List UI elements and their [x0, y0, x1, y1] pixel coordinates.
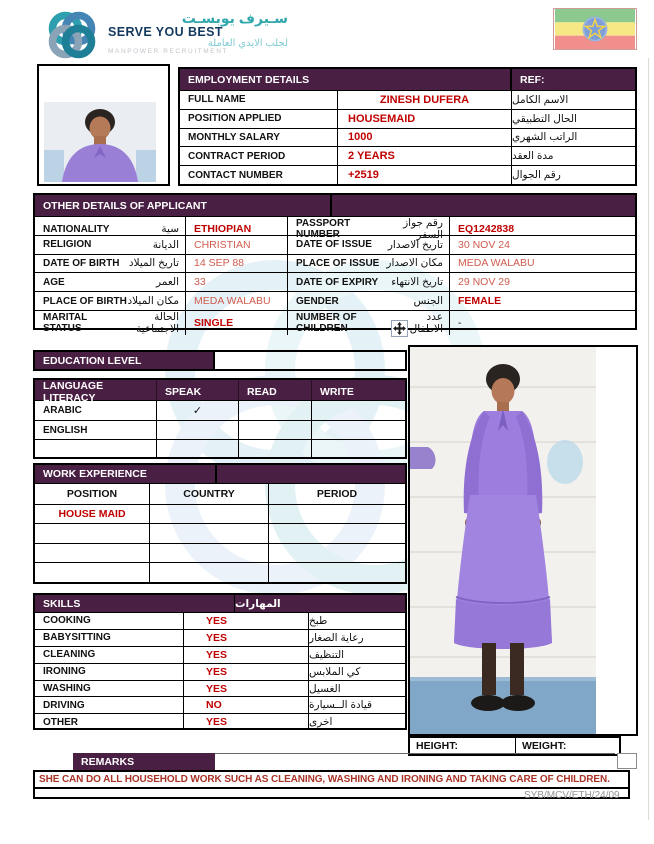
table-row: CONTRACT PERIOD 2 YEARS مدة العقد	[180, 146, 635, 165]
col-country: COUNTRY	[150, 484, 269, 504]
table-row: MARITAL STATUS الحالة الاجتماعية SINGLE NUMBER OF CHILDREN عدد الاطفال -	[35, 310, 635, 329]
driving-value: NO	[183, 697, 309, 713]
passport-number-value: EQ1242838	[449, 217, 635, 241]
education-level-section	[33, 350, 407, 371]
agency-logo-text	[108, 11, 288, 56]
position-applied-value: HOUSEMAID	[337, 110, 512, 128]
other-details-table	[33, 193, 637, 335]
document-code: SYB/MCV/ETH/24/09	[524, 790, 620, 801]
col-position: POSITION	[35, 484, 150, 504]
skills-table	[33, 593, 407, 730]
table-row: IRONING YES كي الملابس	[35, 663, 405, 680]
gender-value: FEMALE	[449, 292, 635, 310]
table-row: FULL NAME ZINESH DUFERA الاسم الكامل	[180, 90, 635, 109]
table-row: CONTACT NUMBER +2519 رقم الجوال	[180, 165, 635, 184]
col-period: PERIOD	[316, 488, 358, 500]
remarks-header	[73, 753, 637, 770]
date-of-birth-value: 14 SEP 88	[185, 255, 287, 273]
agency-tagline-english: MANPOWER RECRUITMENT	[108, 48, 229, 56]
table-row	[35, 504, 405, 523]
babysitting-value: YES	[183, 630, 309, 646]
arabic-speak-checkmark: ✓	[157, 401, 239, 420]
ethiopia-flag	[553, 8, 637, 50]
contract-period-value: 2 YEARS	[337, 147, 512, 165]
education-level-value	[215, 352, 405, 369]
table-row	[35, 523, 405, 542]
cooking-value: YES	[183, 613, 309, 629]
col-speak: SPEAK	[157, 380, 239, 404]
table-row: OTHER YES اخرى	[35, 713, 405, 730]
religion-value: CHRISTIAN	[185, 236, 287, 254]
table-row: NATIONALITY سية ETHIOPIAN PASSPORT NUMBER رقم جواز السفر EQ1242838	[35, 216, 635, 235]
table-row: DATE OF BIRTH تاريخ الميلاد 14 SEP 88 PLACE OF ISSUE مكان الاصدار MEDA WALABU	[35, 254, 635, 273]
language-literacy-table	[33, 378, 407, 459]
contact-number-value: +2519	[337, 166, 512, 184]
work-experience-table	[33, 463, 407, 584]
table-row	[35, 439, 405, 459]
place-of-birth-value: MEDA WALABU	[185, 292, 287, 310]
cleaning-value: YES	[183, 647, 309, 663]
remarks-title: REMARKS	[73, 753, 215, 770]
work-experience-title: WORK EXPERIENCE	[35, 465, 217, 483]
page-edge-line	[648, 58, 649, 820]
agency-name-english: SERVE YOU BEST	[108, 24, 223, 39]
number-of-children-value: -	[449, 311, 635, 335]
table-row: AGE العمر 33 DATE OF EXPIRY تاريخ الانتهاء 29 NOV 29	[35, 272, 635, 291]
employment-details-table	[178, 67, 637, 186]
table-row: BABYSITTING YES رعاية الصغار	[35, 629, 405, 646]
agency-tagline-arabic: لجلب الايدي العاملة	[207, 37, 288, 49]
table-row	[35, 543, 405, 562]
washing-value: YES	[183, 681, 309, 697]
table-row: MONTHLY SALARY 1000 الراتب الشهري	[180, 128, 635, 147]
applicant-fullbody-photo	[408, 345, 638, 736]
ref-label: REF:	[520, 73, 545, 86]
date-of-expiry-value: 29 NOV 29	[449, 273, 635, 291]
ironing-value: YES	[183, 664, 309, 680]
col-read: READ	[239, 380, 312, 404]
other-details-title: OTHER DETAILS OF APPLICANT	[35, 195, 332, 216]
table-row: CLEANING YES التنظيف	[35, 646, 405, 663]
agency-name-arabic: سـيرف يوبسـت	[181, 10, 288, 26]
col-write: WRITE	[320, 386, 354, 398]
move-cursor-icon	[391, 320, 408, 337]
other-skill-value: YES	[183, 714, 309, 730]
table-row: COOKING YES طبخ	[35, 612, 405, 629]
place-of-issue-value: MEDA WALABU	[449, 255, 635, 273]
col-language-literacy: LANGUAGE LITERACY	[35, 380, 157, 404]
height-label: HEIGHT:	[416, 740, 458, 752]
table-row: POSITION APPLIED HOUSEMAID الحال التطبيقي	[180, 109, 635, 128]
full-name-value: ZINESH DUFERA	[337, 91, 512, 109]
marital-status-value: SINGLE	[185, 311, 287, 335]
table-row: ENGLISH	[35, 420, 405, 440]
table-row: RELIGION الديانة CHRISTIAN DATE OF ISSUE تاريخ الاصدار 30 NOV 24	[35, 235, 635, 254]
table-row: DRIVING NO قيادة الــسيارة	[35, 696, 405, 713]
nationality-value: ETHIOPIAN	[185, 217, 287, 241]
table-row: PLACE OF BIRTH مكان الميلاد MEDA WALABU GENDER الجنس FEMALE	[35, 291, 635, 310]
age-value: 33	[185, 273, 287, 291]
table-row: ARABIC ✓	[35, 400, 405, 420]
education-level-title: EDUCATION LEVEL	[35, 352, 215, 369]
table-row: WASHING YES الغسيل	[35, 680, 405, 697]
employment-details-title: EMPLOYMENT DETAILS	[180, 69, 512, 90]
applicant-passport-photo	[37, 64, 170, 186]
skills-title: SKILLS	[35, 595, 235, 612]
weight-label: WEIGHT:	[515, 738, 619, 754]
remarks-checkbox	[617, 753, 637, 769]
agency-logo-icon	[40, 9, 104, 61]
monthly-salary-value: 1000	[337, 129, 512, 147]
work-position-value: HOUSE MAID	[35, 505, 150, 523]
skills-title-arabic: المهارات	[235, 597, 281, 610]
remarks-text: SHE CAN DO ALL HOUSEHOLD WORK SUCH AS CLEANING, WASHING AND IRONING AND TAKING CARE OF CHILDREN.	[33, 770, 630, 789]
table-row	[35, 562, 405, 581]
date-of-issue-value: 30 NOV 24	[449, 236, 635, 254]
